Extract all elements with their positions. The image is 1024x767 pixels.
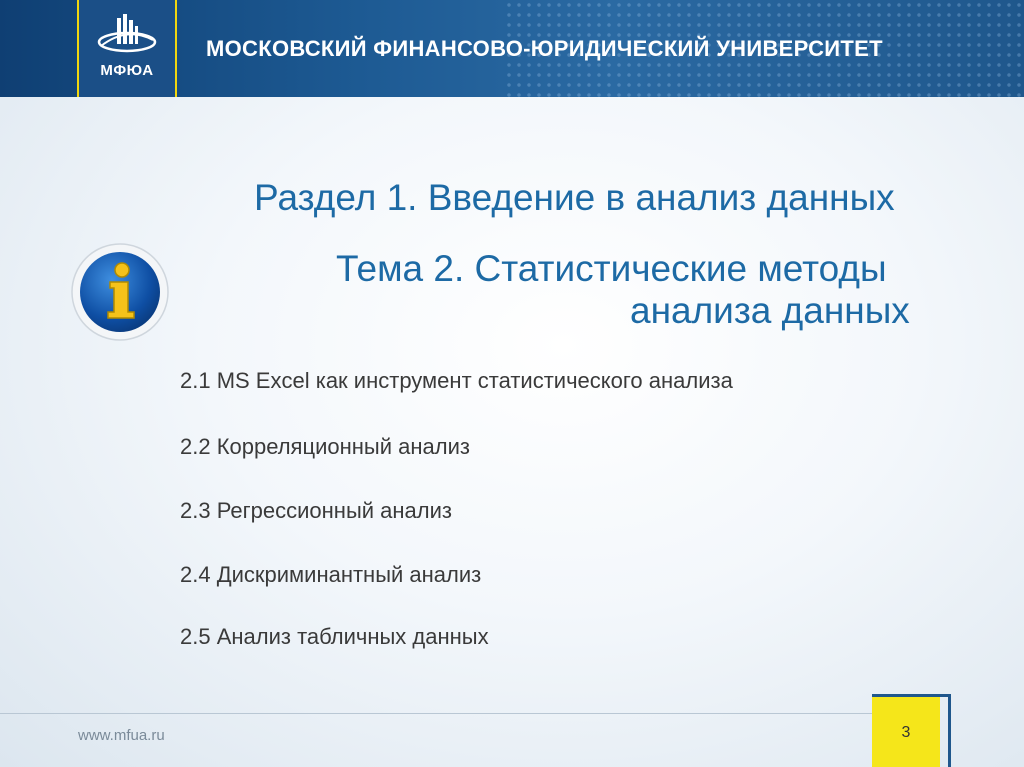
page-number: 3 xyxy=(901,724,911,741)
list-item: 2.3 Регрессионный анализ xyxy=(180,498,453,523)
footer-divider xyxy=(0,713,875,714)
list-item: 2.1 MS Excel как инструмент статистического анализа xyxy=(180,368,733,393)
list-item: 2.4 Дискриминантный анализ xyxy=(180,562,482,587)
page-number-border-right xyxy=(948,694,951,767)
logo-text: МФЮА xyxy=(100,62,154,79)
info-icon xyxy=(70,242,170,342)
website-link[interactable]: www.mfua.ru xyxy=(78,727,165,744)
topic-title-line2: анализа данных xyxy=(630,290,910,331)
page-number-border-top xyxy=(872,694,951,697)
section-title: Раздел 1. Введение в анализ данных xyxy=(254,177,895,218)
page-number-box xyxy=(872,694,954,767)
topic-title-line1: Тема 2. Статистические методы xyxy=(336,248,887,289)
list-item: 2.2 Корреляционный анализ xyxy=(180,434,470,459)
university-name: МОСКОВСКИЙ ФИНАНСОВО-ЮРИДИЧЕСКИЙ УНИВЕРСИТЕТ xyxy=(206,36,883,61)
logo-emblem-icon xyxy=(79,4,175,64)
header-bar xyxy=(0,0,1024,97)
university-logo[interactable] xyxy=(77,0,177,97)
list-item: 2.5 Анализ табличных данных xyxy=(180,624,489,649)
